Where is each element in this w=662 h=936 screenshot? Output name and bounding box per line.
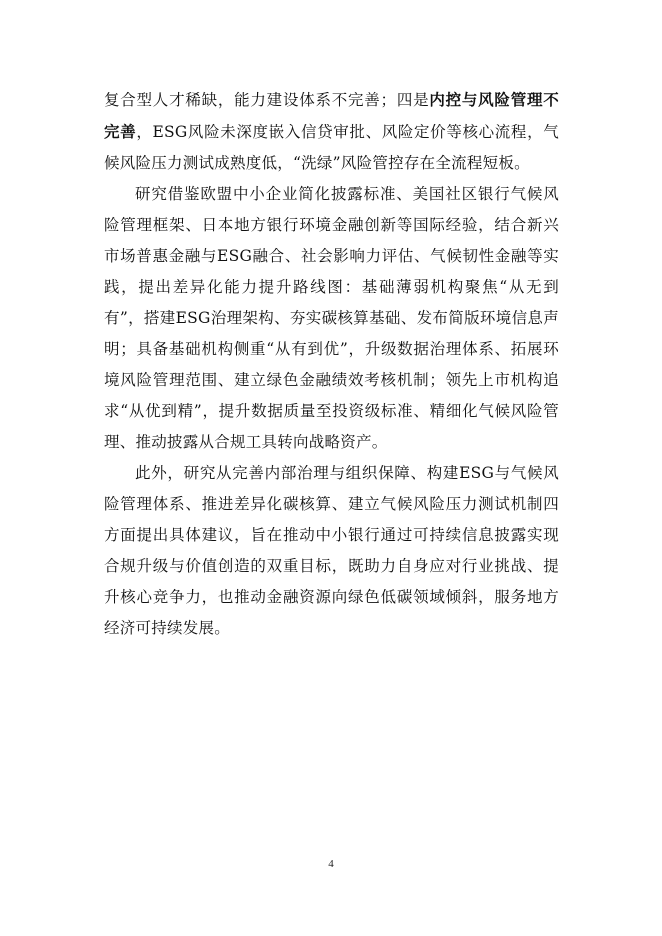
paragraph-recommendations: 此外，研究从完善内部治理与组织保障、构建ESG与气候风险管理体系、推进差异化碳核算、建立气候风险压力测试机制四方面提出具体建议，旨在推动中小银行通过可持续信息披露实现合规升级与价值创造的双重目标，既助力自身应对行业挑战、提升核心竞争力，也推动金融资源向绿色低碳领域倾斜，服务地方经济可持续发展。 <box>104 464 559 637</box>
page-number: 4 <box>328 858 334 870</box>
paragraph-roadmap: 研究借鉴欧盟中小企业简化披露标准、美国社区银行气候风险管理框架、日本地方银行环境金融创新等国际经验，结合新兴市场普惠金融与ESG融合、社会影响力评估、气候韧性金融等实践，提出差异化能力提升路线图：基础薄弱机构聚焦“从无到有”，搭建ESG治理架构、夯实碳核算基础、发布简版环境信息声明；具备基础机构侧重“从有到优”，升级数据治理体系、拓展环境风险管理范围、建立绿色金融绩效考核机制；领先上市机构追求“从优到精”，提升数据质量至投资级标准、精细化气候风险管理、推动披露从合规工具转向战略资产。 <box>104 185 559 451</box>
paragraph-1-bold-phrase: 内控与风险管理不完善 <box>104 90 559 141</box>
paragraph-1-text-start: 复合型人才稀缺，能力建设体系不完善；四是 <box>104 91 430 109</box>
paragraph-continuation <box>104 84 559 179</box>
paragraph-1-text-end: ，ESG风险未深度嵌入信贷审批、风险定价等核心流程，气候风险压力测试成熟度低，“洗绿”风险管控存在全流程短板。 <box>104 123 559 172</box>
body-text <box>104 84 559 644</box>
